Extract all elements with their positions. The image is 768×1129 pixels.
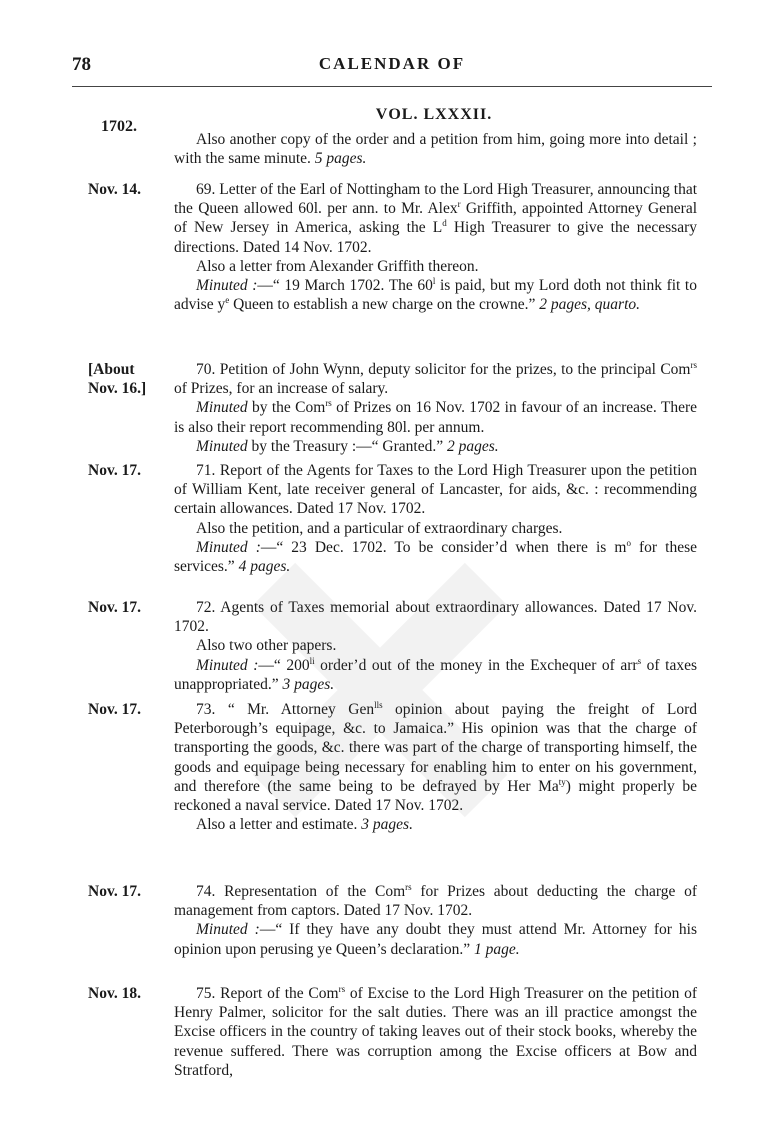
entry-date: Nov. 17. xyxy=(88,883,141,900)
entry-75: Nov. 18. 75. Report of the Com$^{rs}$ of Excise to the Lord High Treasurer on the petition of Henry Palmer, solicitor for the salt duties. There was an ill practice amongst the Excise officers in the country of taking leaves out of their stock books, whereby the revenue suffered. There was corruption among the Excise officers at Bow and Stratford, xyxy=(88,984,697,1079)
volume-heading: VOL. LXXXII. xyxy=(375,106,493,123)
entry-date: Nov. 14. xyxy=(88,181,141,198)
entry-69: Nov. 14. 69. Letter of the Earl of Nottingham to the Lord High Treasurer, announcing that the Queen allowed 60l. per ann. to Mr. Alex$^r$ Griffith, appointed Attorney General of New Jersey in America, asking the $L^d$ High Treasurer to give the necessary directions. Dated 14 Nov. 1702. Also a letter from Alexander Griffith thereon. Minuted :—“ 19 March 1702. The 60$^l$ is paid, but my Lord doth not think fit to advise $y^e$ Queen to establish a new charge on the crowne.” 2 pages, quarto. xyxy=(88,181,698,314)
page-number: 78 xyxy=(72,54,91,75)
entry-date: Nov. 17. xyxy=(88,701,141,718)
header-rule xyxy=(72,86,712,87)
page-header xyxy=(72,54,712,82)
entry-date: Nov. 18. xyxy=(88,985,141,1002)
year-margin: 1702. xyxy=(101,118,137,135)
entry-72: Nov. 17. 72. Agents of Taxes memorial about extraordinary allowances. Dated 17 Nov. 1702. Also two other papers. Minuted :—“ $200^{li}$ order’d out of the money in the Exchequer of arr$^s$ of taxes unappropriated.” 3 pages. xyxy=(88,599,697,693)
entry-70: [About Nov. 16.] 70. Petition of John Wynn, deputy solicitor for the prizes, to the principal Com$^{rs}$ of Prizes, for an increase of salary. Minuted by the Com$^{rs}$ of Prizes on 16 Nov. 1702 in favour of an increase. There is also their report recommending 80l. per annum. Minuted by the Treasury :—“ Granted.” 2 pages. xyxy=(88,360,697,455)
entry-74: Nov. 17. 74. Representation of the Com$^{rs}$ for Prizes about deducting the charge of management from captors. Dated 17 Nov. 1702. Minuted :—“ If they have any doubt they must attend Mr. Attorney for his opinion upon perusing ye Queen’s declaration.” 1 page. xyxy=(88,882,698,958)
entry-date: Nov. 17. xyxy=(88,599,141,616)
continuation-entry: Also another copy of the order and a petition from him, going more into detail ; with the same minute. 5 pages. xyxy=(174,131,697,168)
entry-71: Nov. 17. 71. Report of the Agents for Taxes to the Lord High Treasurer upon the petition of William Kent, late receiver general of Lancaster, for aids, &c. : recommending certain allowances. Dated 17 Nov. 1702. Also the petition, and a particular of extraordinary charges. Minuted :—“ 23 Dec. 1702. To be consider’d when there is $m^o$ for these services.” 4 pages. xyxy=(88,462,697,576)
entry-date: [About Nov. 16.] xyxy=(88,361,147,397)
entry-73: Nov. 17. 73. “ Mr. Attorney Gen$^{lls}$ opinion about paying the freight of Lord Peterborough’s equipage, &c. to Jamaica.” His opinion was that the charge of transporting the goods, &c. there was part of the charge of transporting himself, the goods and equipage being necessary for enabling him to enter on his government, and therefore (the same being to be defrayed by Her $Ma^{ty}$) might properly be reckoned a naval service. Dated 17 Nov. 1702. Also a letter and estimate. 3 pages. xyxy=(88,700,697,834)
running-title: CALENDAR OF xyxy=(318,54,466,73)
entry-date: Nov. 17. xyxy=(88,462,141,479)
